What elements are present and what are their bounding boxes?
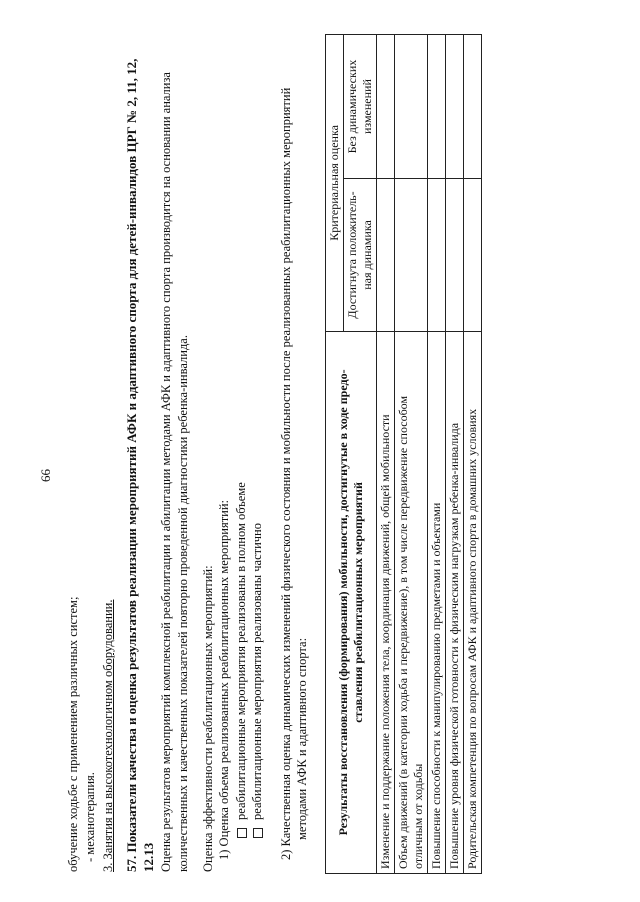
row-label: Повышение уровня физической готовности к физическим нагрузкам ребенка-инвалида (446, 331, 464, 873)
cell-positive[interactable] (428, 179, 446, 332)
option-full-label: реабилитационные мероприятия реализованы в полном объеме (234, 482, 248, 820)
cell-positive[interactable] (377, 179, 395, 332)
cell-positive[interactable] (446, 179, 464, 332)
cell-no-change[interactable] (446, 35, 464, 179)
option-full (234, 482, 249, 838)
row-label: Объем движений (в категории ходьба и передвижение), в том числе передвижение способом отличным от ходьбы (395, 331, 428, 873)
cell-positive[interactable] (395, 179, 428, 332)
table-row (377, 35, 395, 874)
row-label: Изменение и поддержание положения тела, координация движений, общей мобильности (377, 331, 395, 873)
table-row (446, 35, 464, 874)
cell-no-change[interactable] (428, 35, 446, 179)
page-number: 66 (38, 469, 53, 482)
section-57-title: 57. Показатели качества и оценка результатов реализации мероприятий АФК и адаптивного спорта для детей-инвалидов ЦРГ № 2, 11, 12, (124, 58, 139, 872)
header-criteria: Критериальная оценка (326, 35, 344, 332)
section-57-title-cont: 12.13 (141, 842, 156, 872)
cell-positive[interactable] (464, 179, 482, 332)
intro-line-3: 3. Занятия на высокотехнологичном оборудовании. (101, 599, 115, 872)
cell-no-change[interactable] (464, 35, 482, 179)
table-row (464, 35, 482, 874)
checkbox-full[interactable] (237, 828, 247, 838)
cell-no-change[interactable] (395, 35, 428, 179)
effectiveness-heading: Оценка эффективности реабилитационных мероприятий: (201, 565, 215, 872)
cell-no-change[interactable] (377, 35, 395, 179)
header-results: Результаты восстановления (формирования) мобильности, достигнутые в ходе предо- ставления реабилитационных мероприятий (326, 331, 377, 873)
assessment-table (325, 34, 482, 874)
effectiveness-item-2-cont: методами АФК и адаптивного спорта: (295, 637, 309, 840)
section-57-paragraph-cont: количественных и качественных показателей повторно проведенной диагностики ребенка-инвалида. (176, 335, 190, 872)
option-partial (250, 523, 265, 838)
table-row (428, 35, 446, 874)
intro-line-1: обучение ходьбе с применением различных систем; (66, 596, 80, 872)
row-label: Родительская компетенция по вопросам АФК и адаптивного спорта в домашних условиях (464, 331, 482, 873)
option-partial-label: реабилитационные мероприятия реализованы частично (250, 523, 264, 820)
section-57-paragraph: Оценка результатов мероприятий комплексной реабилитации и абилитации методами АФК и адаптивного спорта производится на основании анализа (159, 72, 173, 872)
effectiveness-item-2: 2) Качественная оценка динамических изменений физического состояния и мобильности после реализованных реабилитационных мероприятий (279, 87, 293, 860)
table-header-row (326, 35, 344, 874)
table-row (395, 35, 428, 874)
intro-line-2: - механотерапия. (83, 772, 97, 862)
header-positive: Достигнута положитель- ная динамика (344, 179, 377, 332)
header-no-change: Без динамических изменений (344, 35, 377, 179)
row-label: Повышение способности к манипулированию предметами и объектами (428, 331, 446, 873)
checkbox-partial[interactable] (253, 828, 263, 838)
effectiveness-item-1: 1) Оценка объема реализованных реабилитационных мероприятий: (217, 499, 231, 860)
